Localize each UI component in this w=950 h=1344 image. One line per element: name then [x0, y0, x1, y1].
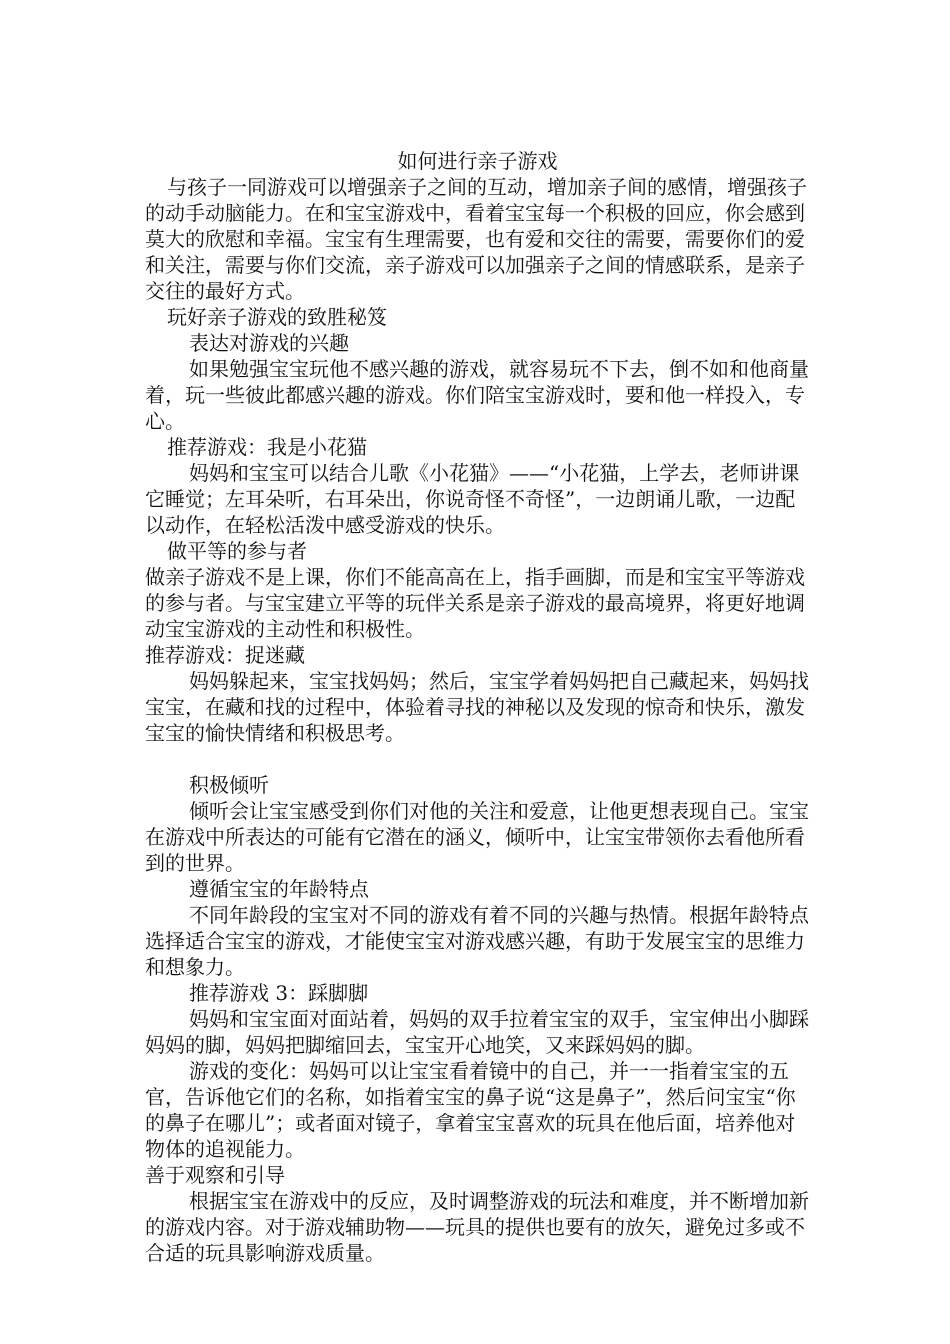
paragraph: 做亲子游戏不是上课，你们不能高高在上，指手画脚，而是和宝宝平等游戏的参与者。与宝宝建立平等的玩伴关系是亲子游戏的最高境界，将更好地调动宝宝游戏的主动性和积极性。: [145, 565, 805, 641]
paragraph: 推荐游戏：捉迷藏: [145, 643, 305, 667]
paragraph: 根据宝宝在游戏中的反应，及时调整游戏的玩法和难度，并不断增加新的游戏内容。对于游戏辅助物——玩具的提供也要有的放矢，避免过多或不合适的玩具影响游戏质量。: [145, 1189, 809, 1265]
paragraph: 遵循宝宝的年龄特点: [189, 877, 369, 901]
blank-line: [145, 746, 810, 772]
paragraph: 玩好亲子游戏的致胜秘笈: [167, 305, 387, 329]
paragraph: 妈妈和宝宝面对面站着，妈妈的双手拉着宝宝的双手，宝宝伸出小脚踩妈妈的脚，妈妈把脚缩回去，宝宝开心地笑，又来踩妈妈的脚。: [145, 1007, 809, 1057]
paragraph: 积极倾听: [189, 773, 269, 797]
paragraph: 游戏的变化：妈妈可以让宝宝看着镜中的自己，并一一指着宝宝的五官，告诉他它们的名称，如指着宝宝的鼻子说“这是鼻子”，然后问宝宝“你的鼻子在哪儿”；或者面对镜子，拿着宝宝喜欢的玩具在他后面，培养他对物体的追视能力。: [145, 1059, 796, 1161]
document-body: [145, 174, 810, 1266]
document-title: 如何进行亲子游戏: [397, 149, 558, 173]
paragraph: 不同年龄段的宝宝对不同的游戏有着不同的兴趣与热情。根据年龄特点选择适合宝宝的游戏，才能使宝宝对游戏感兴趣，有助于发展宝宝的思维力和想象力。: [145, 903, 809, 979]
paragraph: 妈妈躲起来，宝宝找妈妈；然后，宝宝学着妈妈把自己藏起来，妈妈找宝宝，在藏和找的过程中，体验着寻找的神秘以及发现的惊奇和快乐，激发宝宝的愉快情绪和积极思考。: [145, 669, 809, 745]
paragraph: 与孩子一同游戏可以增强亲子之间的互动，增加亲子间的感情，增强孩子的动手动脑能力。在和宝宝游戏中，看着宝宝每一个积极的回应，你会感到莫大的欣慰和幸福。宝宝有生理需要，也有爱和交往的需要，需要你们的爱和关注，需要与你们交流，亲子游戏可以加强亲子之间的情感联系，是亲子交往的最好方式。: [145, 175, 807, 303]
paragraph: 善于观察和引导: [145, 1163, 285, 1187]
paragraph: 如果勉强宝宝玩他不感兴趣的游戏，就容易玩不下去，倒不如和他商量着，玩一些彼此都感兴趣的游戏。你们陪宝宝游戏时，要和他一样投入，专心。: [145, 357, 809, 433]
paragraph: 推荐游戏 3：踩脚脚: [189, 981, 369, 1005]
paragraph: 倾听会让宝宝感受到你们对他的关注和爱意，让他更想表现自己。宝宝在游戏中所表达的可能有它潜在的涵义，倾听中，让宝宝带领你去看他所看到的世界。: [145, 799, 809, 875]
document-page: [145, 148, 810, 1266]
paragraph: 推荐游戏：我是小花猫: [167, 435, 367, 459]
paragraph: 做平等的参与者: [167, 539, 307, 563]
paragraph: 妈妈和宝宝可以结合儿歌《小花猫》——“小花猫，上学去，老师讲课它睡觉；左耳朵听，右耳朵出，你说奇怪不奇怪”，一边朗诵儿歌，一边配以动作，在轻松活泼中感受游戏的快乐。: [145, 461, 800, 537]
paragraph: 表达对游戏的兴趣: [189, 331, 349, 355]
